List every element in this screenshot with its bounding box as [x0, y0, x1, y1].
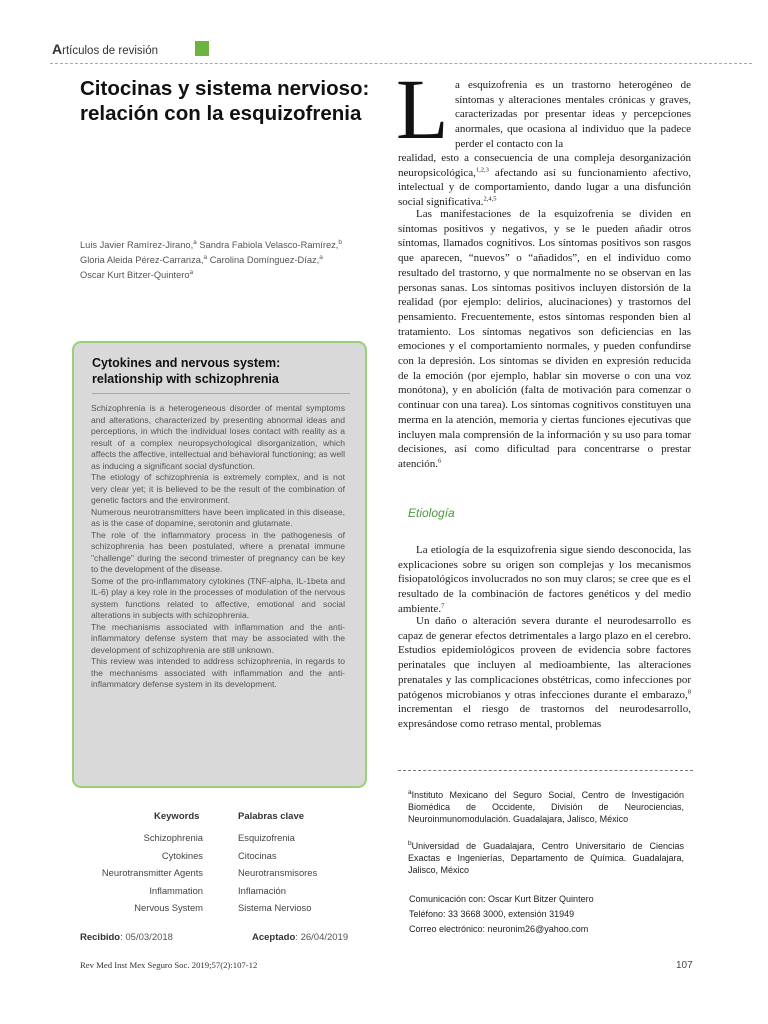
affiliation-text: Instituto Mexicano del Seguro Social, Centro de Investigación Biomédica de Occidente, División de Neurociencias, Neuroinmunomodulación. Guadalajara, Jalisco, México	[408, 790, 684, 824]
intro-paragraph-start: a esquizofrenia es un trastorno heterogéneo de síntomas y alteraciones mentales crónicas y graves, caracterizadas por presentar ideas y percepciones anormales, que ocasiona al individuo que la padece perder el contacto con la	[455, 79, 691, 150]
abstract-paragraph: The role of the inflammatory process in the pathogenesis of schizophrenia has been postulated, where a prenatal immune "challenge" during the second trimester of pregnancy can be key to the development of the disease.	[91, 529, 345, 574]
accepted-label: Aceptado	[252, 932, 296, 943]
abstract-divider	[92, 393, 350, 394]
keyword-item: Inflamación	[238, 884, 286, 896]
received-value: : 05/03/2018	[120, 932, 173, 943]
reference-mark: 7	[441, 602, 445, 610]
intro-text: afectando así su funcionamiento afectivo, intelectual y de comportamiento, dando lugar a una disfunción social significativa.	[398, 166, 691, 209]
abstract-paragraph: Schizophrenia is a heterogeneous disorder of mental symptoms and alterations, characterized by presenting abnormal ideas and perceptions, in which the individual loses contact with reality as a result of a complex neuropsychological disorganization, which affects the affective, intellectual and behavioral functioning; as well as inducing a significant social dysfunction.	[91, 403, 345, 471]
contact-phone: Teléfono: 33 3668 3000, extensión 31949	[409, 909, 575, 919]
author-name: Oscar Kurt Bitzer-Quintero	[80, 270, 190, 280]
author-list	[80, 238, 380, 283]
article-title: Citocinas y sistema nervioso: relación con la esquizofrenia	[80, 77, 370, 125]
author-affiliation-mark: a	[319, 253, 323, 261]
abstract-body	[91, 403, 345, 691]
abstract-title: Cytokines and nervous system: relationship with schizophrenia	[92, 356, 281, 386]
accepted-date	[252, 932, 348, 943]
keywords-list-es	[238, 829, 378, 917]
body-paragraph	[398, 207, 691, 472]
keyword-item: Nervous System	[134, 902, 203, 913]
keyword-item: Citocinas	[238, 849, 277, 861]
paragraph-text: incrementan el riesgo de trastornos del neurodesarrollo, expresándose como retraso mental, problemas	[398, 703, 691, 730]
author-affiliation-mark: b	[338, 238, 342, 246]
section-label-initial: A	[52, 41, 63, 57]
keyword-item: Esquizofrenia	[238, 832, 295, 843]
author-name: Gloria Aleida Pérez-Carranza,	[80, 255, 204, 265]
author-name: Luis Javier Ramírez-Jirano,	[80, 240, 194, 250]
body-paragraph	[398, 543, 691, 617]
affiliation-text: Universidad de Guadalajara, Centro Universitario de Ciencias Exactas e Ingenierías, Departamento de Química. Guadalajara, Jalisco, México	[408, 841, 684, 875]
keyword-item: Inflammation	[149, 884, 203, 896]
reference-mark: 8	[687, 687, 691, 695]
intro-text: realidad, esto a consecuencia de una compleja desorganización neuropsicológica,	[398, 152, 691, 179]
reference-mark: 2,4,5	[483, 195, 497, 203]
author-affiliation-mark: a	[203, 253, 208, 261]
footnote-divider	[398, 770, 693, 771]
reference-mark: 1,2,3	[475, 166, 489, 174]
author-name: Sandra Fabiola Velasco-Ramírez,	[196, 240, 339, 250]
keyword-item: Neurotransmisores	[238, 867, 318, 878]
author-affiliation-mark: a	[189, 268, 194, 276]
affiliation-mark: a	[408, 789, 412, 796]
keywords-list-en	[60, 829, 203, 917]
contact-name: Comunicación con: Oscar Kurt Bitzer Quintero	[409, 894, 594, 904]
author-name: Carolina Domínguez-Díaz,	[207, 255, 320, 265]
paragraph-text: Un daño o alteración severa durante el neurodesarrollo es capaz de generar efectos detrimentales a largo plazo en el cerebro. Estudios epidemiológicos proveen de evidencia sobre factores perinatales que incluyen al medioambiente, las alteraciones prenatales y las complicaciones obstétricas, como infecciones por patógenos microbianos y otras infecciones durante el embarazo,	[398, 615, 691, 701]
affiliation-mark: b	[408, 840, 412, 847]
keyword-item: Schizophrenia	[143, 832, 203, 843]
keyword-item: Neurotransmitter Agents	[101, 867, 203, 878]
abstract-paragraph: The mechanisms associated with inflammation and the anti-inflammatory defense system that may be associated with the development of schizophrenia are still unknown.	[91, 621, 345, 655]
keyword-item: Cytokines	[161, 849, 203, 861]
paragraph-text: Las manifestaciones de la esquizofrenia se dividen en síntomas positivos y negativos, y se le pueden añadir otros síntomas, llamados cognitivos. Los síntomas positivos son rasgos que aparecen, “nuevos” o “añadidos”, en el individuo como resultado del trastorno, y que normalmente no se observan en las personas sanas. Los síntomas positivos incluyen distorsión de la realidad (por ejemplo: delirios, alucinaciones) y trastornos del pensamiento. Frecuentemente, estos síntomas responden bien al tratamiento. Los síntomas negativos son deficiencias en las emociones y el comportamiento normales, y pueden confundirse con la depresión. Los síntomas se dividen en expresión reducida de la emoción (por ejemplo, hablar sin moverse o con una voz monótona), y en abolición (falta de motivación para comenzar o continuar con una tarea). Los síntomas cognitivos constituyen una merma en la atención, memoria y ciertas funciones ejecutivas que incluyen mala comprensión de la información y su uso para tomar decisiones, así como dificultad para concentrarse o prestar atención.	[398, 208, 691, 470]
intro-paragraph-continuation	[398, 151, 691, 210]
reference-mark: 6	[438, 457, 442, 465]
received-label: Recibido	[80, 932, 121, 943]
section-label	[52, 41, 158, 57]
accepted-value: : 26/04/2019	[295, 932, 349, 943]
page-number: 107	[676, 960, 693, 971]
contact-email[interactable]: Correo electrónico: neuronim26@yahoo.com	[409, 924, 589, 934]
palabras-clave-heading: Palabras clave	[238, 811, 305, 822]
abstract-paragraph: Some of the pro-inflammatory cytokines (TNF-alpha, IL-1beta and IL-6) play a key role in the processes of modulation of the nervous system functions related to affective, emotional and social alterations in subjects with schizophrenia.	[91, 575, 345, 620]
abstract-paragraph: This review was intended to address schizophrenia, in regards to the mechanisms associated with inflammation and the anti-inflammatory defense system in its development.	[91, 656, 345, 689]
affiliation-b	[408, 841, 684, 876]
section-heading: Etiología	[408, 506, 455, 520]
section-label-rest: rtículos de revisión	[62, 45, 158, 57]
drop-cap: L	[396, 61, 449, 157]
paragraph-text: La etiología de la esquizofrenia sigue siendo desconocida, las explicaciones sobre su origen son complejas y los mecanismos fisiopatológicos involucrados no son muy claros; se cree que es el resultado de la combinación de factores genéticos y del medio ambiente.	[398, 544, 691, 615]
keyword-item: Sistema Nervioso	[238, 902, 312, 913]
author-affiliation-mark: a	[193, 238, 197, 246]
received-date	[80, 932, 173, 943]
body-paragraph	[398, 614, 691, 732]
journal-citation: Rev Med Inst Mex Seguro Soc. 2019;57(2):107-12	[80, 960, 258, 970]
abstract-paragraph: Numerous neurotransmitters have been implicated in this disease, as is the case of dopamine, serotonin and glutamate.	[91, 506, 345, 528]
section-accent-square	[195, 41, 209, 56]
keywords-heading: Keywords	[154, 811, 200, 822]
affiliation-a	[408, 790, 684, 825]
abstract-paragraph: The etiology of schizophrenia is extremely complex, and is not very clear yet; it is believed to be the result of the combination of genetic factors and the environment.	[91, 472, 345, 505]
